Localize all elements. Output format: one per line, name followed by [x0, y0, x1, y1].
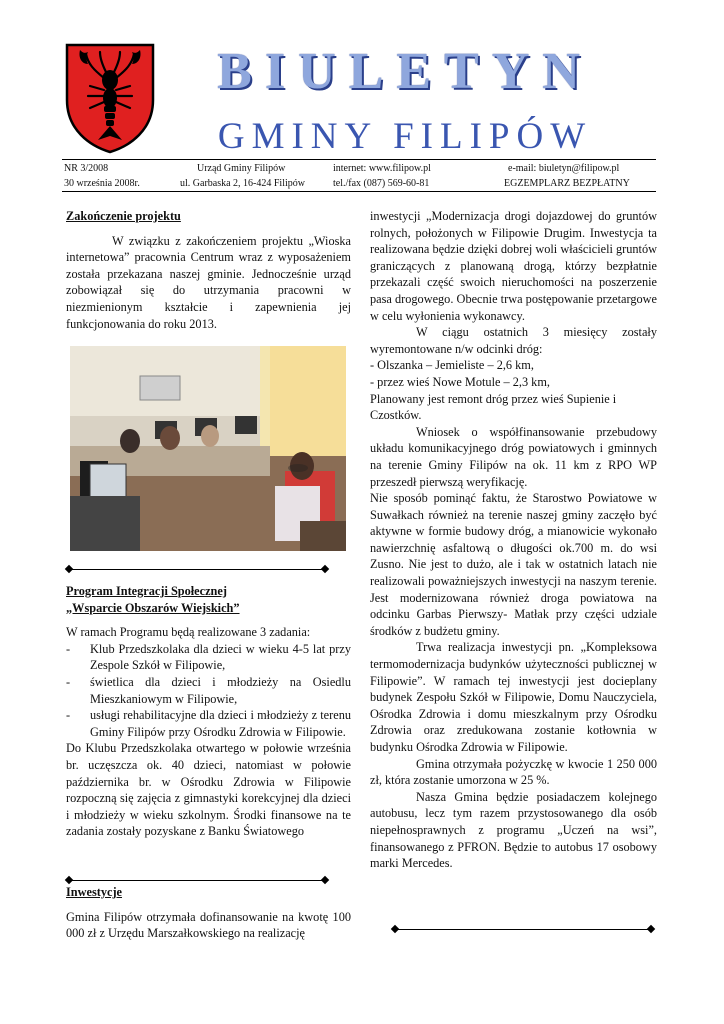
section-divider	[392, 925, 654, 935]
free-copy-note: EGZEMPLARZ BEZPŁATNY	[504, 178, 630, 189]
paragraph: W ramach Programu będą realizowane 3 zadania:	[66, 625, 311, 640]
crest-crayfish-icon	[64, 42, 156, 154]
list-item: - świetlica dla dzieci i młodzieży na Osiedlu Mieszkaniowym w Filipowie,	[66, 674, 351, 706]
office-name: Urząd Gminy Filipów	[197, 163, 286, 174]
section-heading: Program Integracji Społecznej	[66, 584, 227, 598]
computer-lab-photo	[70, 346, 346, 551]
header-rule-top	[62, 159, 656, 160]
section-heading: Inwestycje	[66, 885, 123, 899]
paragraph: Trwa realizacja inwestycji pn. „Kompleksowa termomodernizacja budynków użyteczności publicznej w Filipowie”. W ramach tej inwestycji jest docieplany budynek Zespołu Szkół w Filipowie, Domu Nauczyciela, Ośrodka Zdrowia i domu mieszkalnym przy Ośrodku Zdrowia oraz zredukowana zostanie kotłownia w budynku Ośrodka Zdrowia w Filipowie.	[370, 640, 657, 754]
paragraph: Planowany jest remont dróg przez wieś Supienie i Czostków.	[370, 391, 617, 423]
section-social-integration	[66, 583, 351, 840]
paragraph: Nie sposób pominąć faktu, że Starostwo Powiatowe w Suwałkach również na terenie naszej gminy zaczęło być aktywne w formie budowy dróg, a mianowicie wykonało nawierzchnię asfaltową o długości ok.700 m. do wsi Zusno. Nie jest to dużo, ale i tak w ostatnich latach nie realizowali poważniejszych inwestycji na naszym terenie. Jest modernizowana również droga powiatowa na odcinku Garbas Pierwszy- Matłak przy części udziale środków z budżetu gminy.	[370, 491, 657, 638]
header-rule-bottom	[62, 191, 656, 192]
list-item: - usługi rehabilitacyjne dla dzieci i młodzieży z terenu Gminy Filipów przy Ośrodku Zdrowia w Filipowie.	[66, 708, 351, 739]
paragraph: Gmina otrzymała pożyczkę w kwocie 1 250 000 zł, która zostanie umorzona w 25 %.	[370, 756, 657, 788]
section-investments	[66, 884, 351, 942]
paragraph: Gmina Filipów otrzymała dofinansowanie na kwotę 100 000 zł z Urzędu Marszałkowskiego na realizację	[66, 909, 351, 941]
newsletter-title: BIULETYN	[217, 43, 593, 100]
section-heading-sub: „Wsparcie Obszarów Wiejskich”	[66, 600, 240, 615]
paragraph: Nasza Gmina będzie posiadaczem kolejnego autobusu, lecz tym razem przystosowanego dla osób niepełnosprawnych z programu „Uczeń na wsi”, finansowanego z PFRON. Będzie to autobus 17 osobowy marki Mercedes.	[370, 789, 657, 871]
section-project-end	[66, 208, 351, 332]
internet-link[interactable]: internet: www.filipow.pl	[333, 163, 431, 174]
email-link[interactable]: e-mail: biuletyn@filipow.pl	[508, 163, 620, 174]
section-heading: Zakończenie projektu	[66, 209, 181, 223]
section-divider	[66, 565, 328, 575]
road-item: - Olszanka – Jemieliste – 2,6 km,	[370, 358, 534, 373]
newsletter-subtitle: GMINY FILIPÓW	[217, 116, 593, 157]
office-address: ul. Garbaska 2, 16-424 Filipów	[180, 178, 305, 189]
issue-number: NR 3/2008	[64, 163, 109, 174]
list-item: - Klub Przedszkolaka dla dzieci w wieku 4-5 lat przy Zespole Szkół w Filipowie,	[66, 641, 351, 673]
phone-number: tel./fax (087) 569-60-81	[333, 178, 430, 189]
paragraph: W ciągu ostatnich 3 miesięcy zostały wyremontowane n/w odcinki dróg:	[370, 325, 657, 356]
right-column	[370, 208, 657, 872]
paragraph: Wniosek o współfinansowanie przebudowy układu komunikacyjnego dróg powiatowych i gminnych na terenie Gminy Filipów na ok. 11 km z RPO WP przeszedł pierwszą weryfikację.	[370, 424, 657, 489]
paragraph: inwestycji „Modernizacja drogi dojazdowej do gruntów rolnych, położonych w Filipowie Drugim. Inwestycja ta realizowana będzie dzięki dobrej woli właścicieli gruntów graniczących z planowaną drogą, którzy bezpłatnie przekazali część swoich nieruchomości na poszerzenie pasa drogowego. Obecnie trwa postępowanie przetargowe w celu wyłonienia wykonawcy.	[370, 209, 657, 323]
road-item: - przez wieś Nowe Motule – 2,3 km,	[370, 374, 550, 389]
issue-date: 30 września 2008r.	[64, 178, 140, 189]
paragraph: W związku z zakończeniem projektu „Wioska internetowa” pracownia Centrum wraz z wyposażeniem została przekazana naszej gminie. Jednocześnie urząd zobowiązał się do utrzymania pracowni w niezmienionym kształcie i zapewnienia jej funkcjonowania do roku 2013.	[66, 233, 351, 331]
paragraph: Do Klubu Przedszkolaka otwartego w połowie września br. uczęszcza ok. 40 dzieci, natomiast w połowie października br. w Ośrodku Zdrowia w Filipowie rozpoczną się zajęcia z gimnastyki korekcyjnej dla dzieci i młodzieży w wieku szkolnym. Środki finansowe na te zadania zostały pozyskane z Banku Światowego	[66, 741, 351, 839]
